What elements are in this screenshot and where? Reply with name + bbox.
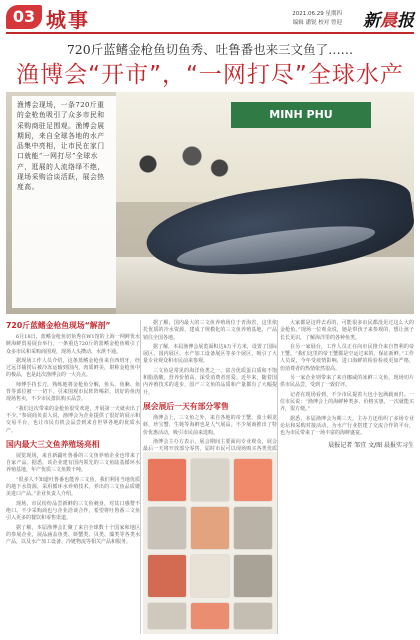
paragraph: 大家都是这样去看的，可能很多市民都没见过这么大的金枪鱼。”现场一位观众说，她是带孩子来参观的，想让孩子长长见识，了解海洋里的各种鱼类。 [280,320,414,341]
headline: 渔博会“开市”，“一网打尽”全球水产 [16,62,404,88]
paragraph: 据悉，本届渔博会为期三天，主办方还组织了多场专业论坛和采购对接活动，为水产行业搭建了交流合作的平台，也为市民带来了一场丰富的海鲜盛宴。 [280,415,414,437]
tray-row [147,458,273,502]
header-rule [6,32,414,34]
editor-line: 编辑 潘锐 校对 曾迎 [292,20,342,26]
byline: 晨报记者 邹宜 文/图 晨报实习生 [328,442,414,450]
section-number: 03 [6,5,42,29]
seafood-tray [190,458,230,502]
paragraph: “我们这次带来的金枪鱼很受欢迎，开展第一天就卖出了不少。”参展商负责人说，渔博会为企业提供了很好的展示和交易平台，也让市民有机会品尝到来自世界各地的优质水产。 [6,405,140,434]
section-title-salmon: 国内最大三文鱼养殖场亮相 [6,439,100,449]
subheadline: 720斤蓝鳍金枪鱼切鱼秀、吐鲁番也来三文鱼了…… [66,42,354,57]
column-3 [280,320,414,449]
seafood-tray [190,554,230,598]
column-divider [140,320,141,634]
section-title-tuna: 720斤蓝鳍金枪鱼现场“解剖” [6,321,111,330]
seafood-tray [233,554,273,598]
paragraph: 据了解，本届渔博会展览面积达8万平方米，设置了国际展区、国内展区、水产加工设备展区等多个展区，吸引了大量专业观众和市民前来参观。 [143,343,277,365]
paragraph: 在另一家展台，工作人员正在向市民推介来自智利的帝王蟹。“我们这里的帝王蟹都是空运过来的，保证新鲜。”工作人员说，今年受疫情影响，进口海鲜的检验检疫更加严格，但消费者的热情依然很高。 [280,343,414,372]
tray-row [147,554,273,598]
column-2 [143,320,277,463]
paragraph: 渔博会上，三文鱼之外，来自各地的帝王蟹、波士顿龙虾、珍宝蟹、生蚝等海鲜也是人气展品。不少展商推出了特价优惠活动，吸引市民前来选购。 [143,414,277,436]
paragraph: “很多人不知道吐鲁番也能养三文鱼，我们利用当地优质的地下水资源，采用循环水养殖技术，养出的三文鱼品质媲美进口产品。”企业负责人介绍。 [6,476,140,498]
paragraph: 渔博会主办方表示，展会期间主要面向专业观众，展会最后一天将开放部分零售，届时市民可以现场购买各类优质 [143,438,277,453]
paragraph: 据了解，国内最大的三文鱼养殖场位于青海省，这里依托优质的冷水资源，建成了规模化的三文鱼养殖基地，产品销往全国各地。 [143,320,277,341]
paragraph: 师傅手持长刀，熟练地将金枪鱼分解，鱼头、鱼腩、鱼背等部位被一一切下，引来围观市民阵阵喝彩。切好的鱼肉现场售卖，不少市民排队购买品尝。 [6,381,140,403]
newspaper-logo: 新晨报 [363,11,414,31]
column-divider [277,320,278,634]
seafood-tray [233,506,273,550]
seafood-tray [147,458,187,502]
seafood-tray [233,458,273,502]
paragraph: 另一家企业则带来了来自挪威的冰鲜三文鱼，现场切片供市民品尝，受到了一致好评。 [280,375,414,389]
paragraph: 据现场工作人员介绍，这条蓝鳍金枪鱼来自西班牙，经过远洋捕捞后被冷冻运输到国内，肉质鲜美，堪称金枪鱼中的极品，也是此次渔博会的一大亮点。 [6,357,140,379]
section-name: 城事 [46,8,90,32]
tray-row [147,506,273,550]
logo-accent: 晨 [380,11,397,31]
seafood-tray [147,506,187,550]
photo-caption [12,96,116,308]
paragraph: 展览现场，来自新疆吐鲁番的三文鱼养殖企业也带来了自家产品。据悉，该企业建有国内领先的三文鱼陆基循环水养殖基地，年产优质三文鱼数千吨。 [6,452,140,474]
seafood-tray [233,602,273,630]
paragraph: 记者在现场看到，不少市民提着大包小包满载而归。一位市民说：“渔博会上的海鲜种类多、价格实惠，一次就能买齐，很方便。” [280,391,414,413]
photo-caption-text: 渔博会现场，一条720斤重的金枪鱼吸引了众多市民和采购商驻足围观。渔博会展期间，来自全球各地的水产品集中亮相，让市民在家门口就能“一网打尽”全球水产，逛展的人流络绎不绝，现场采购洽谈活跃，展会热度高。 [17,101,105,192]
column-1 [6,320,140,548]
tray-row [147,602,273,630]
paragraph: 现场，市民纷纷品尝新鲜的三文鱼刺身，对其口感赞不绝口。不少采购商也与企业洽谈合作，希望将吐鲁番三文鱼引入更多的餐饮和零售渠道。 [6,500,140,522]
seafood-tray [190,602,230,630]
paragraph: 三文鱼是常见的海洋鱼类之一，富含优质蛋白质和不饱和脂肪酸，营养价值高，深受消费者喜爱。近年来，随着国内养殖技术的进步，国产三文鱼的品质和产量都有了大幅提升。 [143,367,277,396]
page-header [0,0,420,34]
seafood-display-photo [143,452,277,634]
issue-date: 2021.06.29 星期四 [292,11,342,17]
paragraph: 据了解，本届渔博会汇聚了来自全球数十个国家和地区的参展企业，展品涵盖鱼类、虾蟹类、贝类、藻类等各类水产品，以及水产加工设备、冷链物流等相关产品和服务。 [6,524,140,546]
booth-sign: MINH PHU [231,102,371,128]
seafood-tray [147,602,187,630]
section-title-retail: 展会展后一天有部分零售 [143,401,229,411]
seafood-tray [190,506,230,550]
paragraph: 6月18日，蓝鳍金枪鱼切鱼秀在W1馆的上海一网鲜优水鲜海鲜贸易展台举行。一条重达720斤的蓝鳍金枪鱼吸引了众多市民和采购商围观，现场人头攒动、水泄不通。 [6,334,140,355]
seafood-tray [147,554,187,598]
